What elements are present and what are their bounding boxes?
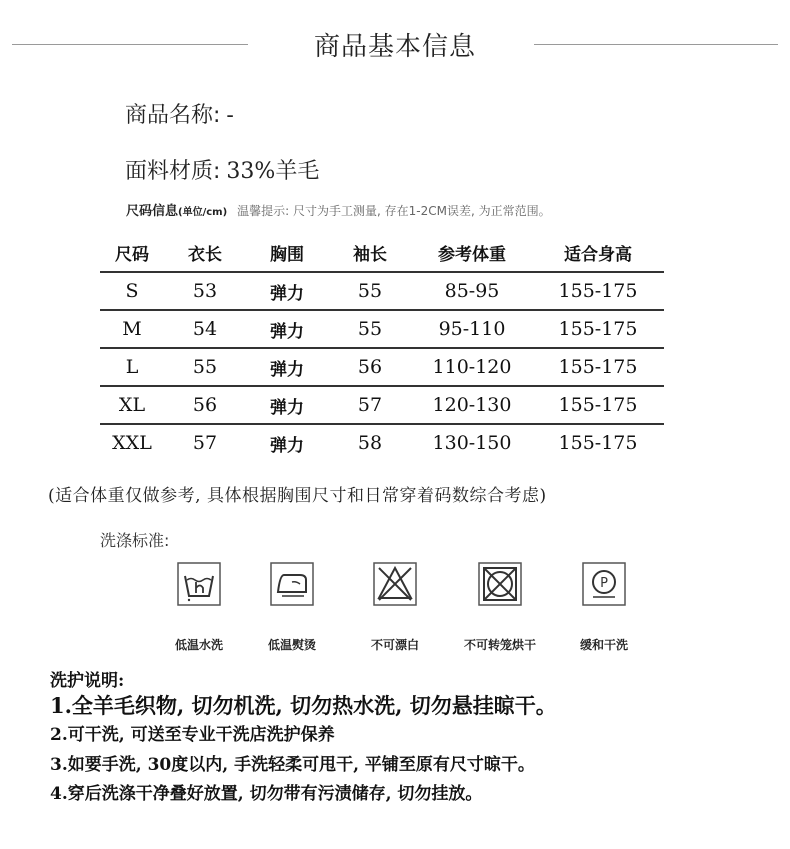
table-cell: 53 xyxy=(164,272,246,310)
no-tumble-dry-label: 不可转笼烘干 xyxy=(463,638,536,652)
table-cell: 155-175 xyxy=(532,348,664,386)
no-bleach-icon xyxy=(373,562,417,606)
header-height: 适合身高 xyxy=(532,234,664,272)
gentle-dry-clean-label: 缓和干洗 xyxy=(579,638,628,652)
fabric-value: 33%羊毛 xyxy=(226,159,320,184)
fabric-label: 面料材质: xyxy=(125,159,221,184)
table-cell: 56 xyxy=(328,348,412,386)
care-item-2: 2.可干洗, 可送至专业干洗店洗护保养 xyxy=(50,725,335,745)
table-cell: 55 xyxy=(164,348,246,386)
low-temp-iron-label: 低温熨烫 xyxy=(267,638,316,652)
table-cell: 155-175 xyxy=(532,272,664,310)
product-name-value: - xyxy=(226,103,234,128)
table-cell: 155-175 xyxy=(532,386,664,424)
table-cell: 85-95 xyxy=(412,272,532,310)
header-chest: 胸围 xyxy=(246,234,328,272)
table-row xyxy=(100,310,664,348)
table-cell: 58 xyxy=(357,432,383,454)
svg-text:P: P xyxy=(600,576,608,591)
table-cell: 54 xyxy=(164,310,246,348)
table-cell: 弹力 xyxy=(246,310,328,348)
table-cell: 57 xyxy=(192,432,218,454)
wash-title: 洗涤标准: xyxy=(100,531,170,550)
size-info-unit: (单位/cm) xyxy=(178,207,228,218)
size-info-title: 尺码信息 xyxy=(126,204,179,219)
header-divider-right xyxy=(534,44,778,45)
table-cell: 弹力 xyxy=(246,386,328,424)
size-info-tip: 温馨提示: 尺寸为手工测量, 存在1-2CM误差, 为正常范围。 xyxy=(237,204,551,218)
low-temp-wash-label: 低温水洗 xyxy=(174,638,223,652)
care-item-3: 3.如要手洗, 30度以内, 手洗轻柔可甩干, 平铺至原有尺寸晾干。 xyxy=(50,755,535,775)
weight-note: (适合体重仅做参考, 具体根据胸围尺寸和日常穿着码数综合考虑) xyxy=(48,486,547,506)
table-cell: 130-150 xyxy=(432,432,512,454)
care-item-4: 4.穿后洗涤干净叠好放置, 切勿带有污渍储存, 切勿挂放。 xyxy=(50,784,483,804)
care-item-1: 1.全羊毛织物, 切勿机洗, 切勿热水洗, 切勿悬挂晾干。 xyxy=(50,693,557,718)
table-cell: 155-175 xyxy=(558,432,638,454)
page-title: 商品基本信息 xyxy=(313,32,476,62)
gentle-dry-clean-icon xyxy=(582,562,626,606)
table-cell: 120-130 xyxy=(412,386,532,424)
size-table xyxy=(100,234,664,461)
table-cell: 95-110 xyxy=(412,310,532,348)
table-cell: 55 xyxy=(328,272,412,310)
table-row xyxy=(100,348,664,386)
table-cell: 155-175 xyxy=(532,310,664,348)
header-divider-left xyxy=(12,44,248,45)
header-length: 衣长 xyxy=(164,234,246,272)
table-cell: 弹力 xyxy=(246,272,328,310)
product-name-label: 商品名称: xyxy=(125,103,221,128)
care-title: 洗护说明: xyxy=(50,671,125,691)
header-sleeve: 袖长 xyxy=(328,234,412,272)
product-name-row xyxy=(125,98,234,129)
low-temp-iron-icon xyxy=(270,562,314,606)
no-bleach-label: 不可漂白 xyxy=(370,638,419,652)
header-size: 尺码 xyxy=(100,234,164,272)
table-row xyxy=(100,386,664,424)
size-table-header-row xyxy=(100,234,664,272)
no-tumble-dry-icon xyxy=(478,562,522,606)
table-cell: 弹力 xyxy=(270,435,304,456)
table-cell: 55 xyxy=(328,310,412,348)
fabric-row xyxy=(125,154,319,185)
table-row xyxy=(100,424,664,461)
size-info-heading xyxy=(126,200,551,219)
table-cell: XL xyxy=(100,386,164,424)
table-cell: L xyxy=(100,348,164,386)
table-cell: 57 xyxy=(328,386,412,424)
table-cell: S xyxy=(100,272,164,310)
table-cell: M xyxy=(100,310,164,348)
table-cell: 110-120 xyxy=(412,348,532,386)
table-cell: 弹力 xyxy=(246,348,328,386)
table-cell: 56 xyxy=(164,386,246,424)
header-weight: 参考体重 xyxy=(412,234,532,272)
table-cell: XXL xyxy=(112,432,152,454)
low-temp-wash-icon xyxy=(177,562,221,606)
table-row xyxy=(100,272,664,310)
